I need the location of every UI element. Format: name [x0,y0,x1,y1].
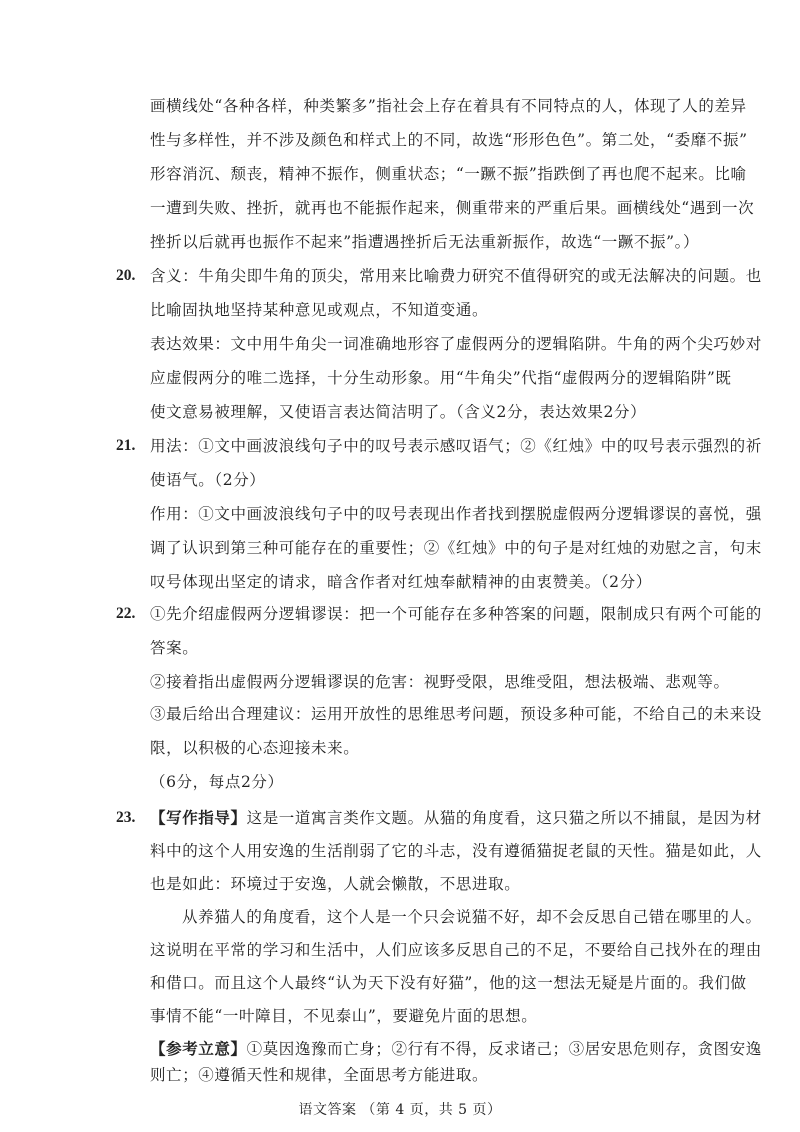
q23-line-5: 这说明在平常的学习和生活中，人们应该多反思自己的不足，不要给自己找外在的理由 [150,941,762,959]
reference-ideas-text-1: ①莫因逸豫而亡身；②行有不得，反求诸己；③居安思危则存，贪图安逸 [246,1040,762,1058]
q21-line-4: 调了认识到第三种可能存在的重要性；②《红烛》中的句子是对红烛的劝慰之言，句末 [150,539,762,557]
q23-line-3: 也是如此：环境过于安逸，人就会懒散，不思进取。 [150,875,521,893]
q20-number: 20. [116,267,136,284]
q20-line-3: 表达效果：文中用牛角尖一词准确地形容了虚假两分的逻辑陷阱。牛角的两个尖巧妙对 [150,335,762,353]
q22-line-5: 限，以积极的心态迎接未来。 [150,739,360,757]
q23-line-4: 从养猫人的角度看，这个人是一个只会说猫不好，却不会反思自己错在哪里的人。 [182,908,762,926]
q22-line-4: ③最后给出合理建议：运用开放性的思维思考问题，预设多种可能，不给自己的未来设 [150,705,762,723]
page-footer: 语文答案 （第 4 页，共 5 页） [298,1102,502,1118]
q22-score-line: （6分，每点2分） [150,773,284,791]
reference-ideas-line-2: 则亡；④遵循天性和规律，全面思考方能进取。 [150,1066,489,1084]
intro-line-2: 性与多样性，并不涉及颜色和样式上的不同，故选“形形色色”。第二处，“委靡不振” [150,131,748,149]
q23-line-1-text: 这是一道寓言类作文题。从猫的角度看，这只猫之所以不捕鼠，是因为材 [246,809,762,827]
reference-ideas-line-1 [150,1038,762,1060]
q23-line-1 [150,807,762,829]
q22-line-1: ①先介绍虚假两分逻辑谬误：把一个可能存在多种答案的问题，限制成只有两个可能的 [150,605,762,623]
intro-line-1: 画横线处“各种各样，种类繁多”指社会上存在着具有不同特点的人，体现了人的差异 [150,97,747,115]
q20-line-5: 使文意易被理解，又使语言表达简洁明了。（含义2分，表达效果2分） [150,403,647,421]
q20-line-2: 比喻固执地坚持某种意见或观点，不知道变通。 [150,301,489,319]
intro-line-4: 一遭到失败、挫折，就再也不能振作起来，侧重带来的严重后果。画横线处“遇到一次 [150,199,755,217]
q23-line-6: 和借口。而且这个人最终“认为天下没有好猫”，他的这一想法无疑是片面的。我们做 [150,974,747,992]
intro-line-5: 挫折以后就再也振作不起来”指遭遇挫折后无法重新振作，故选“一蹶不振”。） [150,233,700,251]
q21-line-5: 叹号体现出坚定的请求，暗含作者对红烛奉献精神的由衷赞美。（2分） [150,573,652,591]
q23-line-7: 事情不能“一叶障目，不见泰山”，要避免片面的思想。 [150,1007,538,1025]
q21-line-2: 使语气。（2分） [150,471,266,489]
q23-line-2: 料中的这个人用安逸的生活削弱了它的斗志，没有遵循猫捉老鼠的天性。猫是如此，人 [150,842,762,860]
q22-line-2: 答案。 [150,639,199,657]
q20-line-1: 含义：牛角尖即牛角的顶尖，常用来比喻费力研究不值得研究的或无法解决的问题。也 [150,267,762,285]
q21-line-3: 作用：①文中画波浪线句子中的叹号表现出作者找到摆脱虚假两分逻辑谬误的喜悦，强 [150,505,762,523]
q22-line-3: ②接着指出虚假两分逻辑谬误的危害：视野受限，思维受阻，想法极端、悲观等。 [150,673,730,691]
q20-line-4: 应虚假两分的唯二选择，十分生动形象。用“牛角尖”代指“虚假两分的逻辑陷阱”既 [150,369,732,387]
q23-number: 23. [116,809,136,826]
reference-ideas-label: 【参考立意】 [150,1039,247,1058]
writing-guide-label: 【写作指导】 [150,808,247,827]
q21-number: 21. [116,437,136,454]
intro-line-3: 形容消沉、颓丧，精神不振作，侧重状态；“一蹶不振”指跌倒了再也爬不起来。比喻 [150,165,747,183]
q21-line-1: 用法：①文中画波浪线句子中的叹号表示感叹语气；②《红烛》中的叹号表示强烈的祈 [150,437,762,455]
q22-number: 22. [116,605,136,622]
